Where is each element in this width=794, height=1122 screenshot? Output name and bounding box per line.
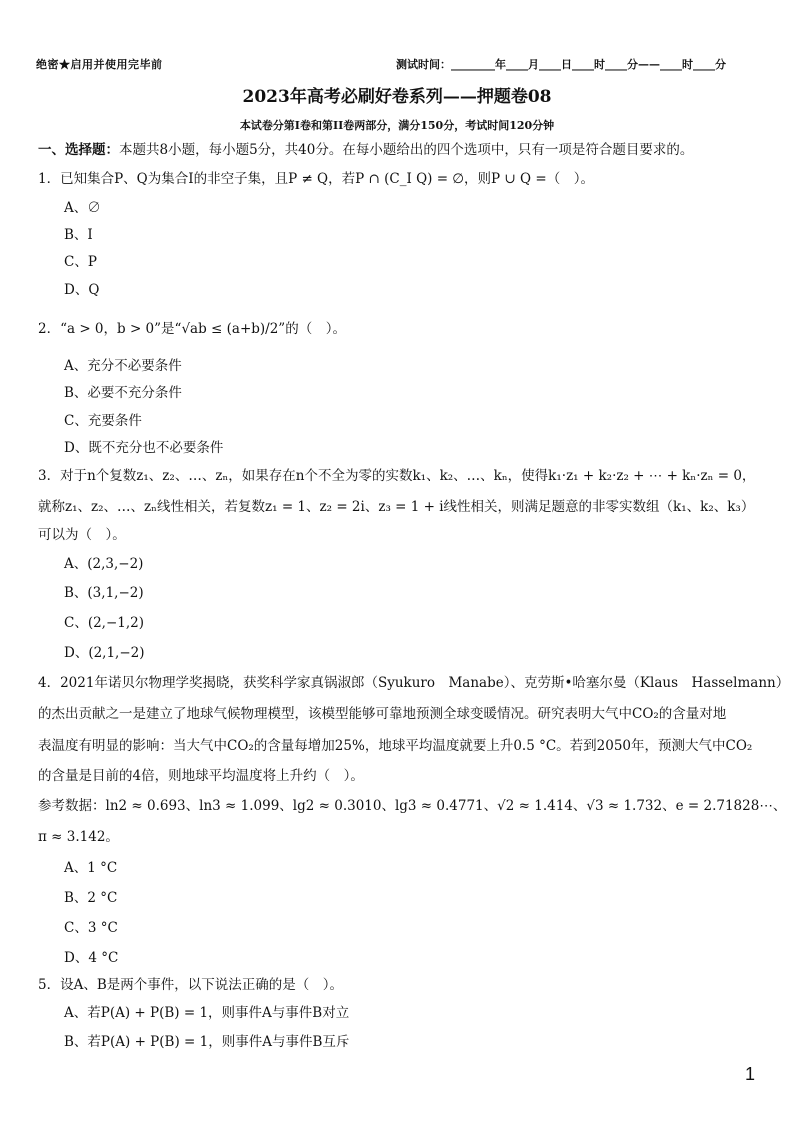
section-text: 本题共8小题，每小题5分，共40分。在每小题给出的四个选项中，只有一项是符合题目要求的。 (119, 142, 694, 158)
section-heading (38, 141, 693, 159)
page-title: 2023年高考必刷好卷系列——押题卷08 (242, 87, 552, 107)
question-4-stem-line-2: 的杰出贡献之一是建立了地球气候物理模型，该模型能够可靠地预测全球变暖情况。研究表明大气中CO₂的含量对地 (38, 706, 727, 722)
question-4-option-c: C、3 °C (64, 920, 118, 936)
question-4-stem-line-1: 4．2021年诺贝尔物理学奖揭晓，获奖科学家真锅淑郎（Syukuro Manabe）、克劳斯•哈塞尔曼（Klaus Hasselmann） (38, 675, 790, 691)
question-1-stem: 1．已知集合P、Q为集合I的非空子集，且P ≠ Q，若P ∩ (C_I Q) = ∅，则P ∪ Q =（ ）。 (38, 171, 594, 187)
question-2-option-d: D、既不充分也不必要条件 (64, 440, 224, 456)
question-4-reference-data-cont: π ≈ 3.142。 (38, 829, 119, 845)
question-4-reference-data: 参考数据：ln2 ≈ 0.693、ln3 ≈ 1.099、lg2 ≈ 0.3010、lg3 ≈ 0.4771、√2 ≈ 1.414、√3 ≈ 1.732、e = 2.71828⋯、 (38, 798, 787, 814)
question-3-option-b: B、(3,1,−2) (64, 585, 144, 601)
question-4-stem-line-3: 表温度有明显的影响：当大气中CO₂的含量每增加25%，地球平均温度就要上升0.5 °C。若到2050年，预测大气中CO₂ (38, 738, 753, 754)
question-5-stem: 5．设A、B是两个事件，以下说法正确的是（ ）。 (38, 977, 344, 993)
confidential-label: 绝密★启用并使用完毕前 (36, 58, 163, 71)
question-1-option-d: D、Q (64, 282, 100, 298)
question-2-option-c: C、充要条件 (64, 413, 142, 429)
question-5-option-a: A、若P(A) + P(B) = 1，则事件A与事件B对立 (64, 1005, 350, 1021)
question-4-option-b: B、2 °C (64, 890, 118, 906)
question-2-option-b: B、必要不充分条件 (64, 385, 182, 401)
question-3-stem-line-1: 3．对于n个复数z₁、z₂、…、zₙ，如果存在n个不全为零的实数k₁、k₂、…、kₙ，使得k₁·z₁ + k₂·z₂ + ⋯ + kₙ·zₙ = 0， (38, 468, 756, 484)
question-2-option-a: A、充分不必要条件 (64, 358, 182, 374)
question-3-option-c: C、(2,−1,2) (64, 615, 145, 631)
question-3-stem-line-2: 就称z₁、z₂、…、zₙ线性相关，若复数z₁ = 1、z₂ = 2i、z₃ = 1 + i线性相关，则满足题意的非零实数组（k₁、k₂、k₃） (38, 499, 755, 515)
question-5-option-b: B、若P(A) + P(B) = 1，则事件A与事件B互斥 (64, 1034, 350, 1050)
question-4-option-a: A、1 °C (64, 860, 118, 876)
section-label: 一、选择题： (38, 142, 119, 158)
question-1-option-c: C、P (64, 254, 97, 270)
question-4-stem-line-4: 的含量是目前的4倍，则地球平均温度将上升约（ ）。 (38, 768, 364, 784)
question-1-option-a: A、∅ (64, 200, 101, 216)
question-4-option-d: D、4 °C (64, 950, 119, 966)
question-2-stem: 2．“a > 0，b > 0”是“√ab ≤ (a+b)/2”的（ ）。 (38, 321, 346, 337)
question-3-stem-line-3: 可以为（ ）。 (38, 527, 126, 543)
page-subtitle: 本试卷分第I卷和第II卷两部分，满分150分，考试时间120分钟 (239, 119, 555, 132)
page-number: 1 (745, 1064, 756, 1084)
question-1-option-b: B、I (64, 227, 93, 243)
question-3-option-a: A、(2,3,−2) (64, 556, 144, 572)
test-time-label: 测试时间：________年____月____日____时____分——____时____分 (396, 58, 726, 71)
question-3-option-d: D、(2,1,−2) (64, 645, 145, 661)
